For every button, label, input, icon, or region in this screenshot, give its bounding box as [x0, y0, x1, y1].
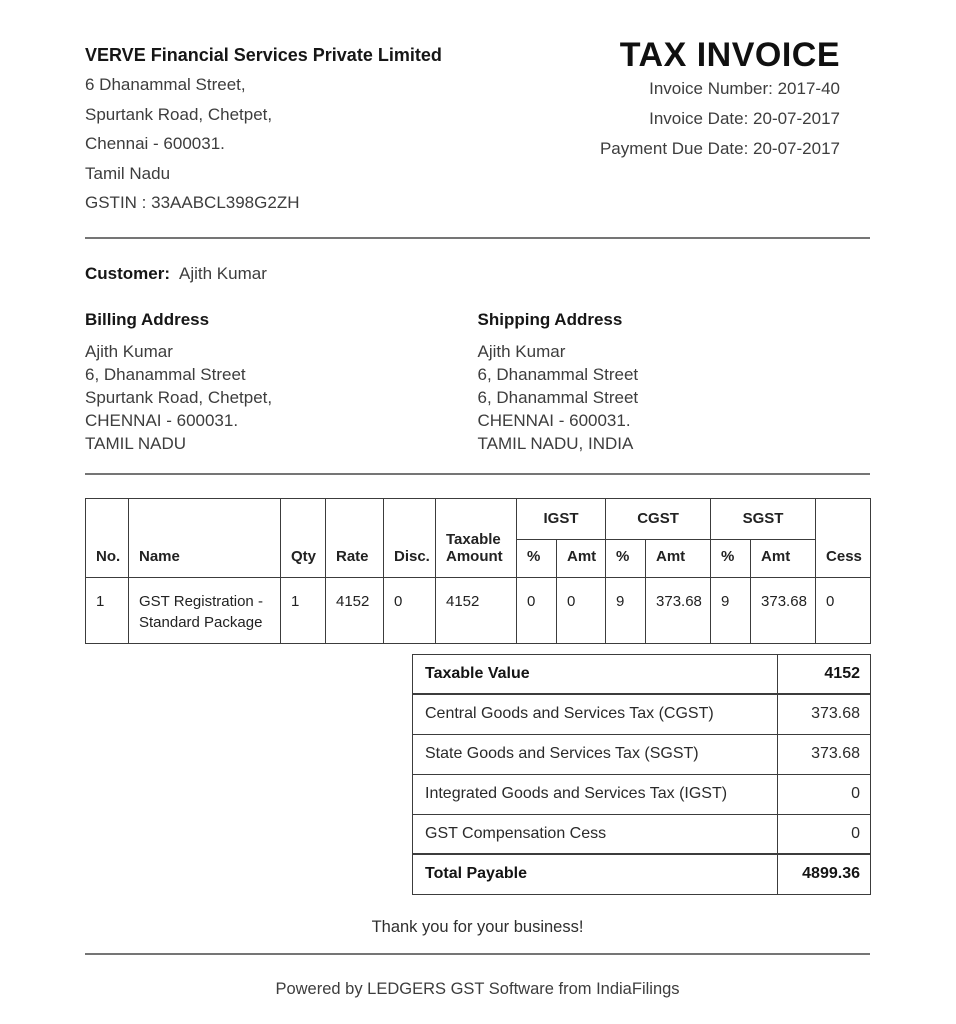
customer-line: [85, 263, 870, 285]
totals-label: Integrated Goods and Services Tax (IGST): [413, 774, 778, 814]
col-header-no: No.: [86, 498, 129, 577]
invoice-header: [85, 36, 870, 218]
item-cess: 0: [816, 577, 871, 643]
totals-value: 4152: [778, 654, 871, 694]
billing-address-line: 6, Dhanammal Street: [85, 364, 246, 384]
invoice-number: Invoice Number: 2017-40: [649, 79, 840, 98]
col-header-name: Name: [129, 498, 281, 577]
col-header-cgst-amt: Amt: [646, 539, 711, 577]
seller-name: VERVE Financial Services Private Limited: [85, 45, 442, 65]
section-divider: [85, 237, 870, 239]
billing-address-heading: Billing Address: [85, 309, 210, 329]
col-header-cgst-pct: %: [606, 539, 646, 577]
powered-by-footer: Powered by LEDGERS GST Software from IndiaFilings: [275, 979, 680, 998]
billing-address-line: TAMIL NADU: [85, 433, 187, 453]
customer-name: Ajith Kumar: [179, 263, 267, 283]
billing-address-block: [85, 309, 478, 455]
item-rate: 4152: [326, 577, 384, 643]
totals-row-total-payable: [413, 854, 871, 894]
item-no: 1: [86, 577, 129, 643]
invoice-date: Invoice Date: 20-07-2017: [649, 109, 840, 128]
totals-value: 4899.36: [778, 854, 871, 894]
col-header-igst-amt: Amt: [557, 539, 606, 577]
totals-label: Central Goods and Services Tax (CGST): [413, 694, 778, 734]
totals-table: [412, 654, 871, 895]
section-divider: [85, 953, 870, 955]
totals-label: State Goods and Services Tax (SGST): [413, 734, 778, 774]
item-igst-amt: 0: [557, 577, 606, 643]
totals-value: 373.68: [778, 694, 871, 734]
item-sgst-amt: 373.68: [751, 577, 816, 643]
shipping-address-line: 6, Dhanammal Street: [477, 387, 639, 407]
col-header-cess: Cess: [816, 498, 871, 577]
billing-address-line: CHENNAI - 600031.: [85, 410, 239, 430]
billing-address-line: Ajith Kumar: [85, 341, 173, 361]
payment-due-date: Payment Due Date: 20-07-2017: [599, 139, 840, 158]
totals-label: GST Compensation Cess: [413, 814, 778, 854]
seller-address-line: Tamil Nadu: [85, 163, 171, 183]
section-divider: [85, 473, 870, 475]
totals-value: 0: [778, 814, 871, 854]
seller-address-line: 6 Dhanammal Street,: [85, 75, 246, 94]
col-header-sgst-amt: Amt: [751, 539, 816, 577]
group-header-cgst: CGST: [606, 498, 711, 539]
customer-label: Customer:: [85, 263, 171, 283]
line-item-row: [86, 577, 871, 643]
item-cgst-amt: 373.68: [646, 577, 711, 643]
shipping-address-line: Ajith Kumar: [477, 341, 566, 361]
totals-row-sgst: [413, 734, 871, 774]
item-name: GST Registration - Standard Package: [129, 577, 281, 643]
totals-row-taxable-value: [413, 654, 871, 694]
item-disc: 0: [384, 577, 436, 643]
col-header-taxable-amount: Taxable Amount: [436, 498, 517, 577]
col-header-disc: Disc.: [384, 498, 436, 577]
invoice-meta-block: [599, 36, 870, 164]
group-header-sgst: SGST: [711, 498, 816, 539]
item-igst-pct: 0: [517, 577, 557, 643]
shipping-address-line: 6, Dhanammal Street: [477, 364, 639, 384]
item-qty: 1: [281, 577, 326, 643]
shipping-address-block: [478, 309, 871, 455]
seller-block: [85, 40, 442, 218]
totals-value: 0: [778, 774, 871, 814]
totals-label: Total Payable: [413, 854, 778, 894]
billing-address-lines: [85, 340, 478, 455]
col-header-igst-pct: %: [517, 539, 557, 577]
line-items-table: [85, 498, 871, 644]
item-sgst-pct: 9: [711, 577, 751, 643]
shipping-address-lines: [478, 340, 871, 455]
col-header-sgst-pct: %: [711, 539, 751, 577]
item-cgst-pct: 9: [606, 577, 646, 643]
totals-row-cgst: [413, 694, 871, 734]
shipping-address-heading: Shipping Address: [477, 309, 623, 329]
addresses-section: [85, 309, 870, 455]
seller-gstin: GSTIN : 33AABCL398G2ZH: [85, 193, 300, 212]
col-header-qty: Qty: [281, 498, 326, 577]
seller-address-line: Spurtank Road, Chetpet,: [85, 104, 273, 124]
invoice-title: TAX INVOICE: [619, 36, 840, 74]
totals-row-igst: [413, 774, 871, 814]
item-taxable-amount: 4152: [436, 577, 517, 643]
col-header-rate: Rate: [326, 498, 384, 577]
totals-value: 373.68: [778, 734, 871, 774]
thank-you-note: Thank you for your business!: [371, 917, 584, 936]
group-header-igst: IGST: [517, 498, 606, 539]
totals-label: Taxable Value: [413, 654, 778, 694]
totals-row-cess: [413, 814, 871, 854]
shipping-address-line: CHENNAI - 600031.: [477, 410, 631, 430]
billing-address-line: Spurtank Road, Chetpet,: [85, 387, 273, 407]
seller-address-line: Chennai - 600031.: [85, 134, 225, 153]
shipping-address-line: TAMIL NADU, INDIA: [477, 433, 634, 453]
